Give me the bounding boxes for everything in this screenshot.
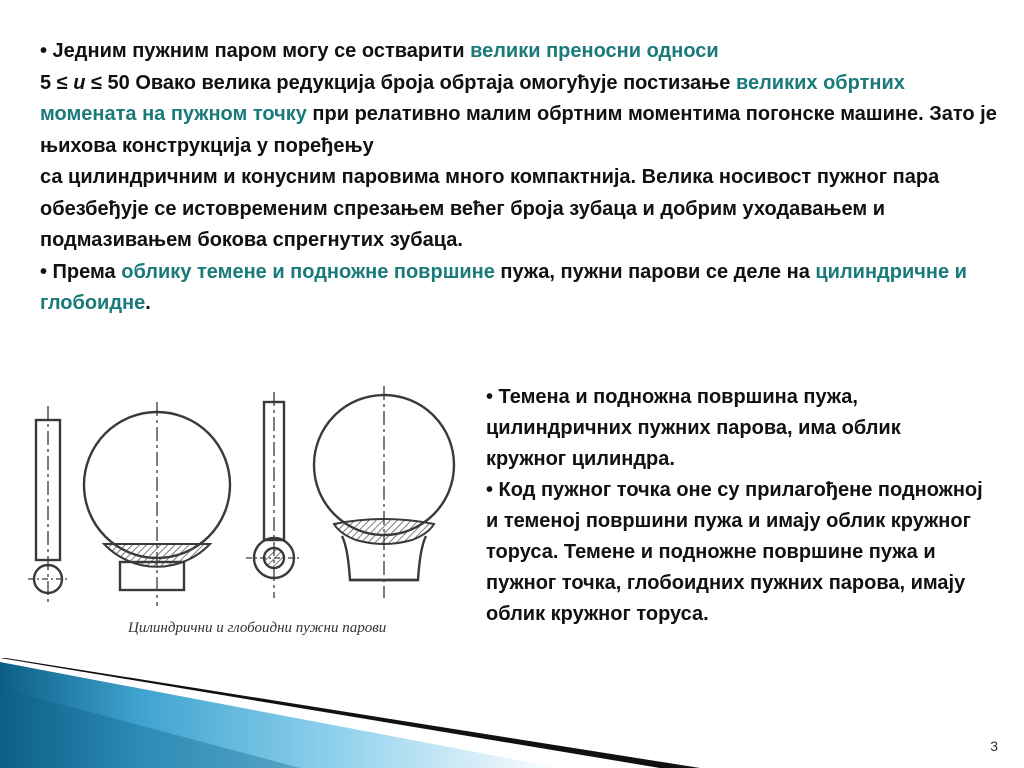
p1-text-c: 5 ≤: [40, 71, 74, 94]
p1-highlight-torque: великих обртних момената на пужном точку: [40, 71, 905, 125]
side-text-block: [486, 382, 986, 630]
side-paragraph-1: • Темена и подножна површина пужа, цилиндричних пужних парова, има облик кружног цилиндра.: [486, 386, 901, 470]
p1-text-a: • Једним пужним паром могу се остварити: [40, 40, 471, 62]
main-text-block: [40, 36, 1000, 320]
p2-text-c: пужа, пужни парови се деле на: [494, 260, 816, 283]
p1-text-g: при релативно малим обртним моментима погонске машине. Зато је њихова конструкција у поређењу: [40, 103, 997, 157]
p1-text-e: ≤ 50 Овако велика редукција броја обртаја омогућује постизање: [85, 71, 736, 94]
p1-highlight-gear-ratios: велики преносни односи: [470, 40, 719, 62]
decorative-bottom-band: [0, 648, 1024, 768]
p1-text-h: са цилиндричним и конусним паровима много компактнија. Велика носивост пужног пара обезбеђује се истовременим спрезањем већег броја зубаца и добрим уходавањем и подмазивањем бокова спрегнутих зубаца.: [40, 166, 940, 251]
worm-gear-figure: [24, 384, 476, 654]
p1-variable-u: u: [73, 71, 86, 94]
paragraph-1: [40, 36, 1000, 257]
page-number: 3: [990, 738, 998, 754]
p2-highlight-surface-shape: облику темене и подножне површине: [121, 260, 495, 283]
cylindrical-pair-drawing: [28, 402, 230, 606]
p2-text-a: • Према: [40, 260, 122, 283]
globoid-pair-drawing: [246, 386, 454, 598]
paragraph-2: [40, 257, 1000, 320]
side-paragraph-2: • Код пужног точка оне су прилагођене подножној и теменој површини пужа и имају облик кружног торуса. Темене и подножне површине пужа и пужног точка, глобоидних пужних парова, имају облик кружног торуса.: [486, 479, 983, 625]
figure-caption: Цилиндрични и глобоидни пужни парови: [128, 620, 387, 636]
p2-highlight-types: цилиндричне и глобоидне: [40, 260, 967, 314]
p2-text-e: .: [145, 292, 151, 314]
worm-gear-drawing: [24, 384, 476, 654]
